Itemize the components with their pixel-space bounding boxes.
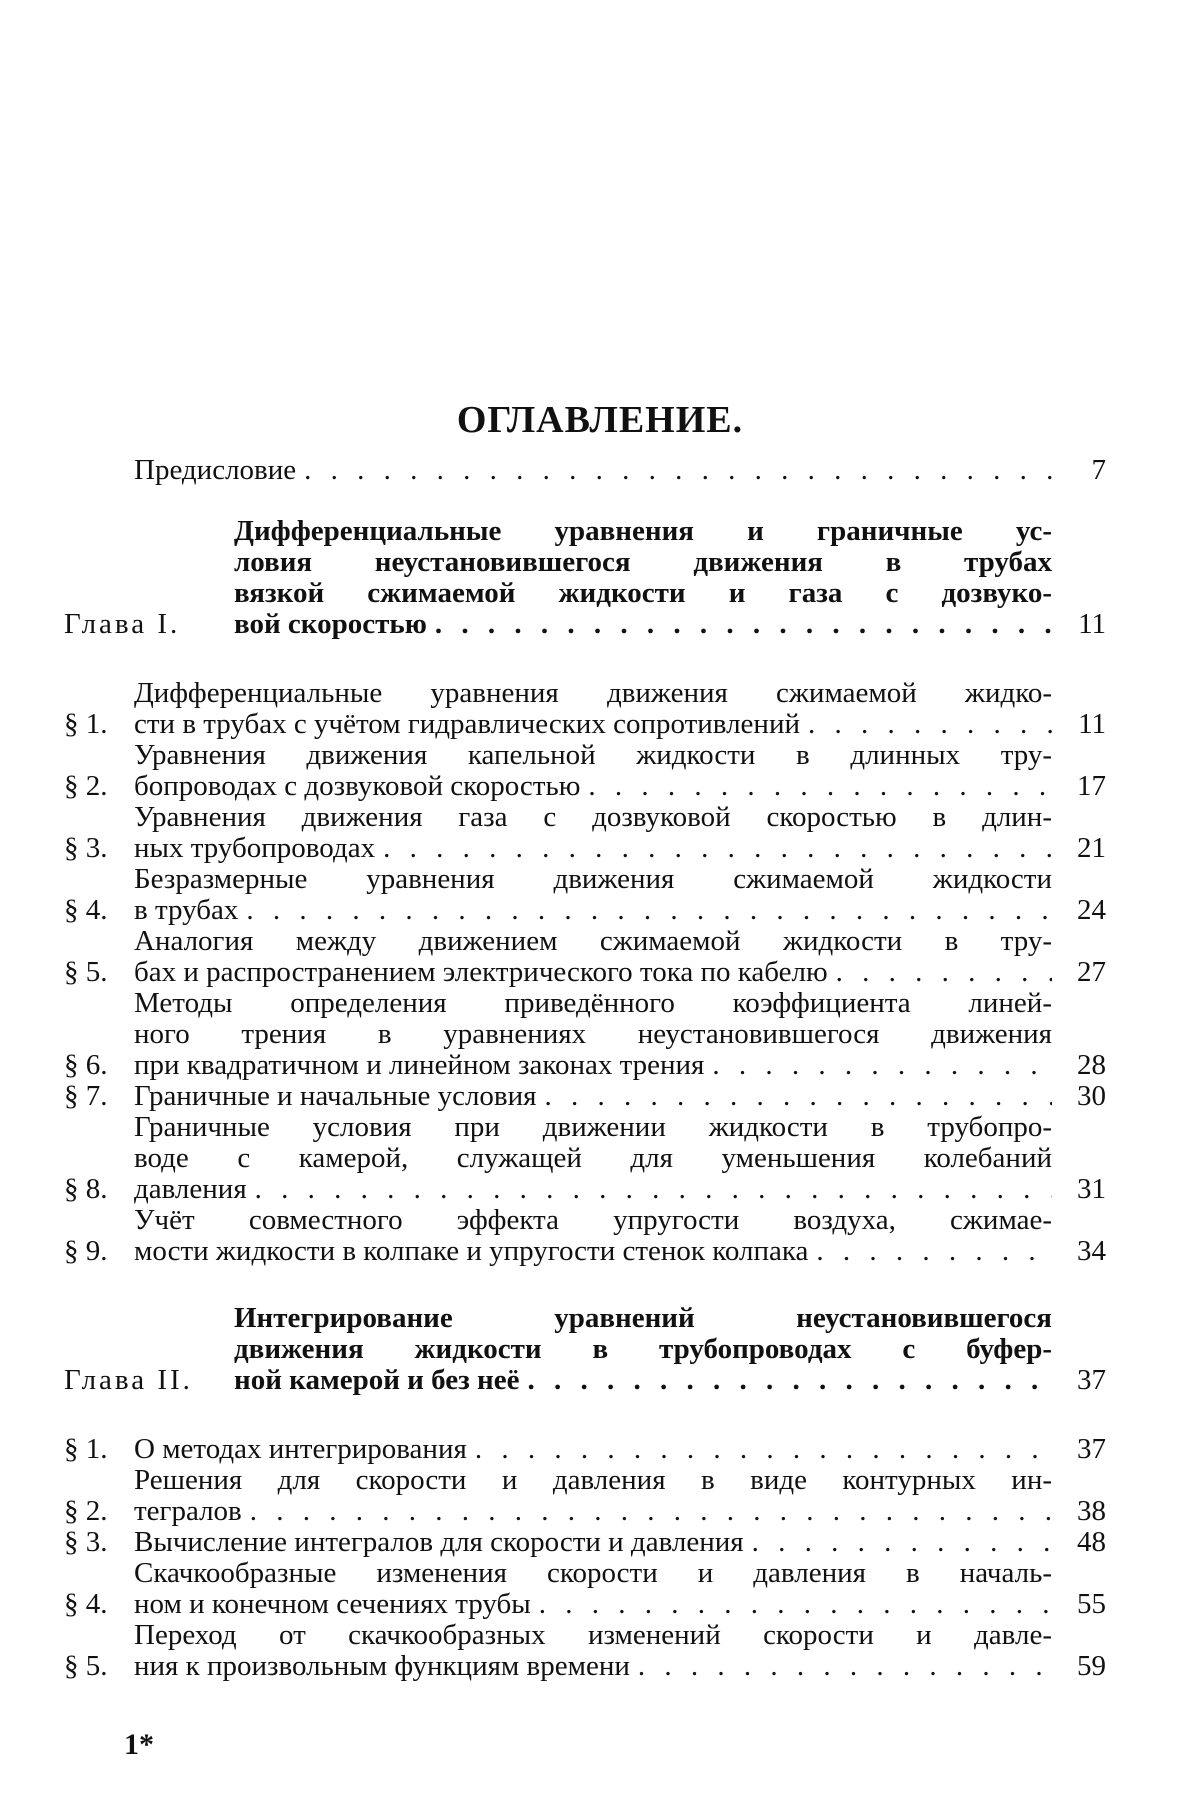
toc-entry-section[interactable] xyxy=(64,1527,1106,1558)
section-title xyxy=(134,1434,1052,1465)
chapter-title-line: движения жидкости в трубопроводах с буфер- xyxy=(234,1333,1052,1365)
toc-entry-section[interactable] xyxy=(64,1558,1106,1620)
section-title-last-line xyxy=(134,709,1052,740)
section-title-last-line xyxy=(134,833,1052,864)
section-title-end: тегралов xyxy=(134,1495,242,1527)
section-number: § 1. xyxy=(64,1433,108,1465)
section-title-last-line xyxy=(134,895,1052,926)
section-title-end: давления xyxy=(134,1173,247,1205)
section-title-line: Аналогия между движением сжимаемой жидкости в тру- xyxy=(134,925,1052,957)
section-title xyxy=(134,1465,1052,1527)
section-number: § 1. xyxy=(64,708,108,740)
dot-leader xyxy=(588,771,1052,802)
dot-leader xyxy=(255,1174,1052,1205)
section-title-line: Учёт совместного эффекта упругости воздуха, сжимае- xyxy=(134,1204,1052,1236)
section-title-end: Граничные и начальные условия xyxy=(134,1080,537,1112)
toc-entry-section[interactable] xyxy=(64,678,1106,740)
dot-leader xyxy=(475,1434,1052,1465)
page-number: 37 xyxy=(1077,1364,1106,1396)
chapter-title-line: ловия неустановившегося движения в трубах xyxy=(234,546,1052,578)
section-number: § 9. xyxy=(64,1235,108,1267)
section-title-line: ного трения в уравнениях неустановившегося движения xyxy=(134,1018,1052,1050)
section-title xyxy=(134,678,1052,740)
section-number: § 8. xyxy=(64,1173,108,1205)
entry-label xyxy=(134,455,1052,486)
section-title-line: Уравнения движения капельной жидкости в длинных тру- xyxy=(134,739,1052,771)
section-title-end: О методах интегрирования xyxy=(134,1433,467,1465)
section-title xyxy=(134,1620,1052,1682)
section-title-line: Уравнения движения газа с дозвуковой скоростью в длин- xyxy=(134,801,1052,833)
page-title: ОГЛАВЛЕНИЕ. xyxy=(456,399,744,441)
section-title-line: Скачкообразные изменения скорости и давления в началь- xyxy=(134,1557,1052,1589)
chapter-title-line: Дифференциальные уравнения и граничные ус- xyxy=(234,515,1052,547)
section-title xyxy=(134,740,1052,802)
section-title-end: ния к произвольным функциям времени xyxy=(134,1650,630,1682)
section-title-last-line xyxy=(134,1081,1052,1112)
section-title xyxy=(134,1205,1052,1267)
dot-leader xyxy=(250,1496,1052,1527)
toc-entry-section[interactable] xyxy=(64,926,1106,988)
dot-leader xyxy=(836,957,1052,988)
section-number: § 4. xyxy=(64,894,108,926)
chapter-title-end: вой скоростью xyxy=(234,608,427,640)
section-title xyxy=(134,988,1052,1081)
section-title xyxy=(134,1527,1052,1558)
section-title-last-line xyxy=(134,1651,1052,1682)
section-title-last-line xyxy=(134,1527,1052,1558)
toc-entry-section[interactable] xyxy=(64,988,1106,1081)
chapter-title-end: ной камерой и без неё xyxy=(234,1364,520,1396)
section-title xyxy=(134,802,1052,864)
page-number: 7 xyxy=(1091,454,1106,486)
dot-leader xyxy=(539,1589,1052,1620)
page-number: 24 xyxy=(1077,894,1106,926)
section-title-line: Граничные условия при движении жидкости в трубопро- xyxy=(134,1111,1052,1143)
page-number: 21 xyxy=(1077,832,1106,864)
chapter-title-last-line xyxy=(234,609,1052,640)
section-title-line: Дифференциальные уравнения движения сжимаемой жидко- xyxy=(134,677,1052,709)
section-number: § 3. xyxy=(64,832,108,864)
section-title-end: ном и конечном сечениях трубы xyxy=(134,1588,531,1620)
entry-title: Предисловие xyxy=(134,454,297,486)
chapter-prefix: Глава II. xyxy=(64,1364,193,1396)
toc-entry-section[interactable] xyxy=(64,864,1106,926)
section-title-end: сти в трубах с учётом гидравлических сопротивлений xyxy=(134,708,800,740)
section-number: § 6. xyxy=(64,1049,108,1081)
page-number: 48 xyxy=(1077,1526,1106,1558)
signature-mark: 1* xyxy=(124,1728,154,1761)
chapter-title xyxy=(234,1303,1052,1396)
section-title-last-line xyxy=(134,1174,1052,1205)
toc-entry-section[interactable] xyxy=(64,1434,1106,1465)
section-title-line: Решения для скорости и давления в виде контурных ин- xyxy=(134,1464,1052,1496)
section-number: § 2. xyxy=(64,1495,108,1527)
page-number: 37 xyxy=(1077,1433,1106,1465)
section-title-line: Безразмерные уравнения движения сжимаемой жидкости xyxy=(134,863,1052,895)
toc-entry-preface[interactable] xyxy=(134,455,1106,486)
section-title xyxy=(134,864,1052,926)
toc-entry-chapter[interactable] xyxy=(64,1303,1106,1396)
page-number: 55 xyxy=(1077,1588,1106,1620)
section-number: § 5. xyxy=(64,956,108,988)
section-title-end: бах и распространением электрического тока по кабелю xyxy=(134,956,828,988)
dot-leader xyxy=(816,1236,1052,1267)
section-number: § 3. xyxy=(64,1526,108,1558)
page-number: 11 xyxy=(1078,708,1106,740)
toc-entry-section[interactable] xyxy=(64,1081,1106,1112)
page-number: 59 xyxy=(1077,1650,1106,1682)
toc-entry-section[interactable] xyxy=(64,1112,1106,1205)
page-number: 11 xyxy=(1078,608,1106,640)
section-title-line: Методы определения приведённого коэффициента линей- xyxy=(134,987,1052,1019)
section-number: § 5. xyxy=(64,1650,108,1682)
toc-entry-chapter[interactable] xyxy=(64,516,1106,640)
page-number: 27 xyxy=(1077,956,1106,988)
dot-leader xyxy=(712,1050,1052,1081)
section-number: § 4. xyxy=(64,1588,108,1620)
dot-leader xyxy=(545,1081,1053,1112)
section-title-end: бопроводах с дозвуковой скоростью xyxy=(134,770,581,802)
section-title-end: Вычисление интегралов для скорости и давления xyxy=(134,1526,744,1558)
dot-leader xyxy=(304,455,1052,486)
toc-entry-section[interactable] xyxy=(64,802,1106,864)
section-title-end: ных трубопроводах xyxy=(134,832,376,864)
page-number: 38 xyxy=(1077,1495,1106,1527)
section-title xyxy=(134,1558,1052,1620)
page-number: 34 xyxy=(1077,1235,1106,1267)
section-title-last-line xyxy=(134,1589,1052,1620)
dot-leader xyxy=(752,1527,1052,1558)
section-title-last-line xyxy=(134,771,1052,802)
chapter-title-line: Интегрирование уравнений неустановившегося xyxy=(234,1302,1052,1334)
dot-leader xyxy=(435,609,1052,640)
dot-leader xyxy=(246,895,1052,926)
section-title-end: в трубах xyxy=(134,894,239,926)
toc-entry-section[interactable] xyxy=(64,1620,1106,1682)
chapter-title xyxy=(234,516,1052,640)
dot-leader xyxy=(527,1365,1052,1396)
section-number: § 2. xyxy=(64,770,108,802)
chapter-gap xyxy=(64,1267,1106,1303)
section-title xyxy=(134,1081,1052,1112)
section-title-end: при квадратичном и линейном законах трения xyxy=(134,1049,705,1081)
dot-leader xyxy=(638,1651,1052,1682)
section-title-last-line xyxy=(134,1496,1052,1527)
section-title-last-line xyxy=(134,1050,1052,1081)
section-title-last-line xyxy=(134,1236,1052,1267)
dot-leader xyxy=(383,833,1052,864)
table-of-contents xyxy=(64,455,1106,1682)
section-number: § 7. xyxy=(64,1080,108,1112)
toc-entry-section[interactable] xyxy=(64,740,1106,802)
chapter-title-last-line xyxy=(234,1365,1052,1396)
page-number: 17 xyxy=(1077,770,1106,802)
section-title xyxy=(134,926,1052,988)
chapter-title-line: вязкой сжимаемой жидкости и газа с дозвуко- xyxy=(234,577,1052,609)
chapter-prefix: Глава I. xyxy=(64,608,181,640)
page-number: 30 xyxy=(1077,1080,1106,1112)
section-title-line: воде с камерой, служащей для уменьшения колебаний xyxy=(134,1142,1052,1174)
toc-entry-section[interactable] xyxy=(64,1465,1106,1527)
page-number: 28 xyxy=(1077,1049,1106,1081)
section-title-line: Переход от скачкообразных изменений скорости и давле- xyxy=(134,1619,1052,1651)
toc-entry-section[interactable] xyxy=(64,1205,1106,1267)
section-title-last-line xyxy=(134,1434,1052,1465)
page-number: 31 xyxy=(1077,1173,1106,1205)
section-title-last-line xyxy=(134,957,1052,988)
section-title-end: мости жидкости в колпаке и упругости стенок колпака xyxy=(134,1235,809,1267)
section-title xyxy=(134,1112,1052,1205)
dot-leader xyxy=(808,709,1052,740)
